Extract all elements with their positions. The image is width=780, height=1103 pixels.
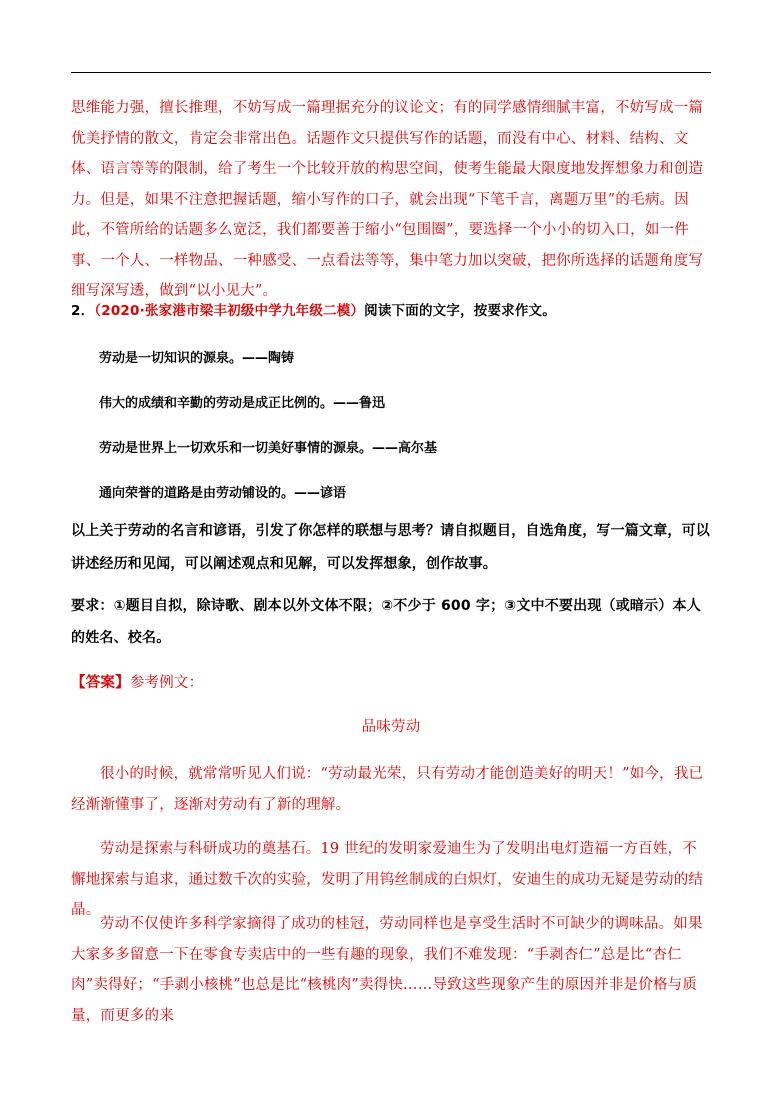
essay-paragraph-text: 劳动不仅使许多科学家摘得了成功的桂冠，劳动同样也是享受生活时不可缺少的调味品。如果大家多多留意一下在零食专卖店中的一些有趣的现象，我们不难发现：“手剥杏仁”总是比“杏仁肉”卖得好；“手剥小核桃”也总是比“核桃肉”卖得快……导致这些现象产生的原因并非是价格与质量，而更多的来 [71,916,703,1024]
essay-paragraph-text: 很小的时候，就常常听见人们说：“劳动最光荣，只有劳动才能创造美好的明天！”如今，我已经渐渐懂事了，逐渐对劳动有了新的理解。 [71,766,704,813]
question-source: （2020·张家港市梁丰初级中学九年级二模） [94,303,365,319]
requirements [71,590,711,654]
quote-1: 劳动是一切知识的源泉。——陶铸 [99,351,295,366]
essay-title [71,712,711,743]
question-number: 2． [71,303,95,319]
essay-paragraph-text: 劳动是探索与科研成功的奠基石。19 世纪的发明家爱迪生为了发明出电灯造福一方百姓，不懈地探索与追求，通过数千次的实验，发明了用钨丝制成的白炽灯，安迪生的成功无疑是劳动的结晶。 [71,841,704,918]
essay-paragraph-3 [71,909,711,1031]
intro-paragraph [71,93,711,307]
requirements-text: 要求：①题目自拟，除诗歌、剧本以外文体不限；②不少于 600 字；③文中不要出现（或暗示）本人的姓名、校名。 [71,598,701,646]
essay-title-text: 品味劳动 [361,719,421,735]
essay-paragraph-1 [71,759,711,820]
prompt-text: 以上关于劳动的名言和谚语，引发了你怎样的联想与思考？请自拟题目，自选角度，写一篇文章，可以讲述经历和见闻，可以阐述观点和见解，可以发挥想象，创作故事。 [71,523,710,572]
quote-3: 劳动是世界上一切欢乐和一切美好事情的源泉。——高尔基 [99,441,438,456]
quote-2: 伟大的成绩和辛勤的劳动是成正比例的。——鲁迅 [99,396,386,411]
answer-label: 参考例文： [129,675,204,691]
question-heading [71,296,711,327]
answer-tag: 【答案】 [71,675,130,691]
answer-heading [71,668,711,699]
quote-4: 通向荣誉的道路是由劳动铺设的。——谚语 [99,486,347,501]
writing-prompt [71,515,711,581]
header-rule [71,72,711,73]
question-instruction: 阅读下面的文字，按要求作文。 [364,303,556,319]
intro-text: 思维能力强，擅长推理，不妨写成一篇理据充分的议论文；有的同学感情细腻丰富，不妨写成一篇优美抒情的散文，肯定会非常出色。话题作文只提供写作的话题，而没有中心、材料、结构、文体、语言等等的限制，给了考生一个比较开放的构思空间，使考生能最大限度地发挥想象力和创造力。但是，如果不注意把握话题，缩小写作的口子，就会出现“下笔千言，离题万里”的毛病。因此，不管所给的话题多么宽泛，我们都要善于缩小“包围圈”，要选择一个小小的切入口，如一件事、一个人、一样物品、一种感受、一点看法等等，集中笔力加以突破，把你所选择的话题角度写细写深写透，做到“以小见大”。 [71,100,704,299]
